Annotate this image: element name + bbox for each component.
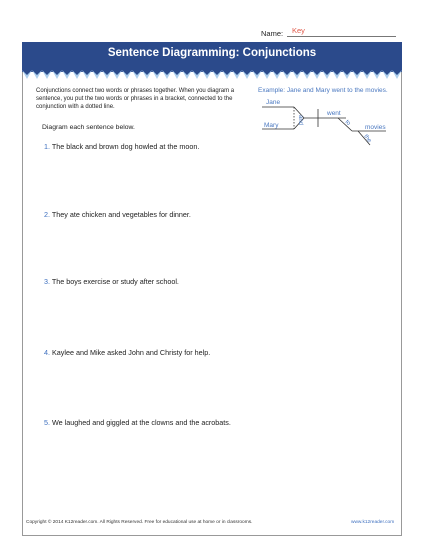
question-number: 4. xyxy=(44,348,50,357)
name-line xyxy=(287,36,396,37)
question-1 xyxy=(44,142,199,151)
question-text: Kaylee and Mike asked John and Christy for help. xyxy=(52,348,211,357)
example-label: Example: Jane and Mary went to the movies. xyxy=(258,87,388,94)
question-text: We laughed and giggled at the clowns and the acrobats. xyxy=(52,418,231,427)
diagram-word-to: to xyxy=(343,119,352,127)
question-text: The boys exercise or study after school. xyxy=(51,277,179,286)
diagram-word-jane: Jane xyxy=(266,99,281,106)
diagram-word-mary: Mary xyxy=(264,122,279,129)
question-number: 5. xyxy=(44,418,50,427)
question-number: 3. xyxy=(44,277,50,286)
footer-copyright: Copyright © 2014 K12reader.com. All Rights Reserved. Free for educational use at home or in classrooms. xyxy=(26,520,253,525)
name-label: Name: xyxy=(261,29,284,38)
diagram-word-went: went xyxy=(327,110,341,117)
example-diagram xyxy=(258,95,398,155)
name-value: Key xyxy=(292,26,305,35)
intro-text: Conjunctions connect two words or phrases together. When you diagram a sentence, you put the two words or phrases in a bracket, connected to the conjunction with a dotted line. xyxy=(36,88,235,110)
diagram-word-movies: movies xyxy=(365,124,386,131)
banner-zigzag xyxy=(22,70,402,79)
question-4 xyxy=(44,348,210,357)
page-title: Sentence Diagramming: Conjunctions xyxy=(107,47,317,59)
question-5 xyxy=(44,418,231,427)
question-3 xyxy=(44,277,179,286)
question-number: 2. xyxy=(44,210,50,219)
question-text: They ate chicken and vegetables for dinner. xyxy=(51,210,191,219)
question-number: 1. xyxy=(44,142,50,151)
diagram-word-the: the xyxy=(362,133,373,144)
diagram-word-and: and xyxy=(297,115,303,126)
instruction-text: Diagram each sentence below. xyxy=(42,124,135,131)
question-2 xyxy=(44,210,191,219)
footer-url[interactable]: www.k12reader.com xyxy=(351,520,395,525)
question-text: The black and brown dog howled at the moon. xyxy=(51,142,200,151)
